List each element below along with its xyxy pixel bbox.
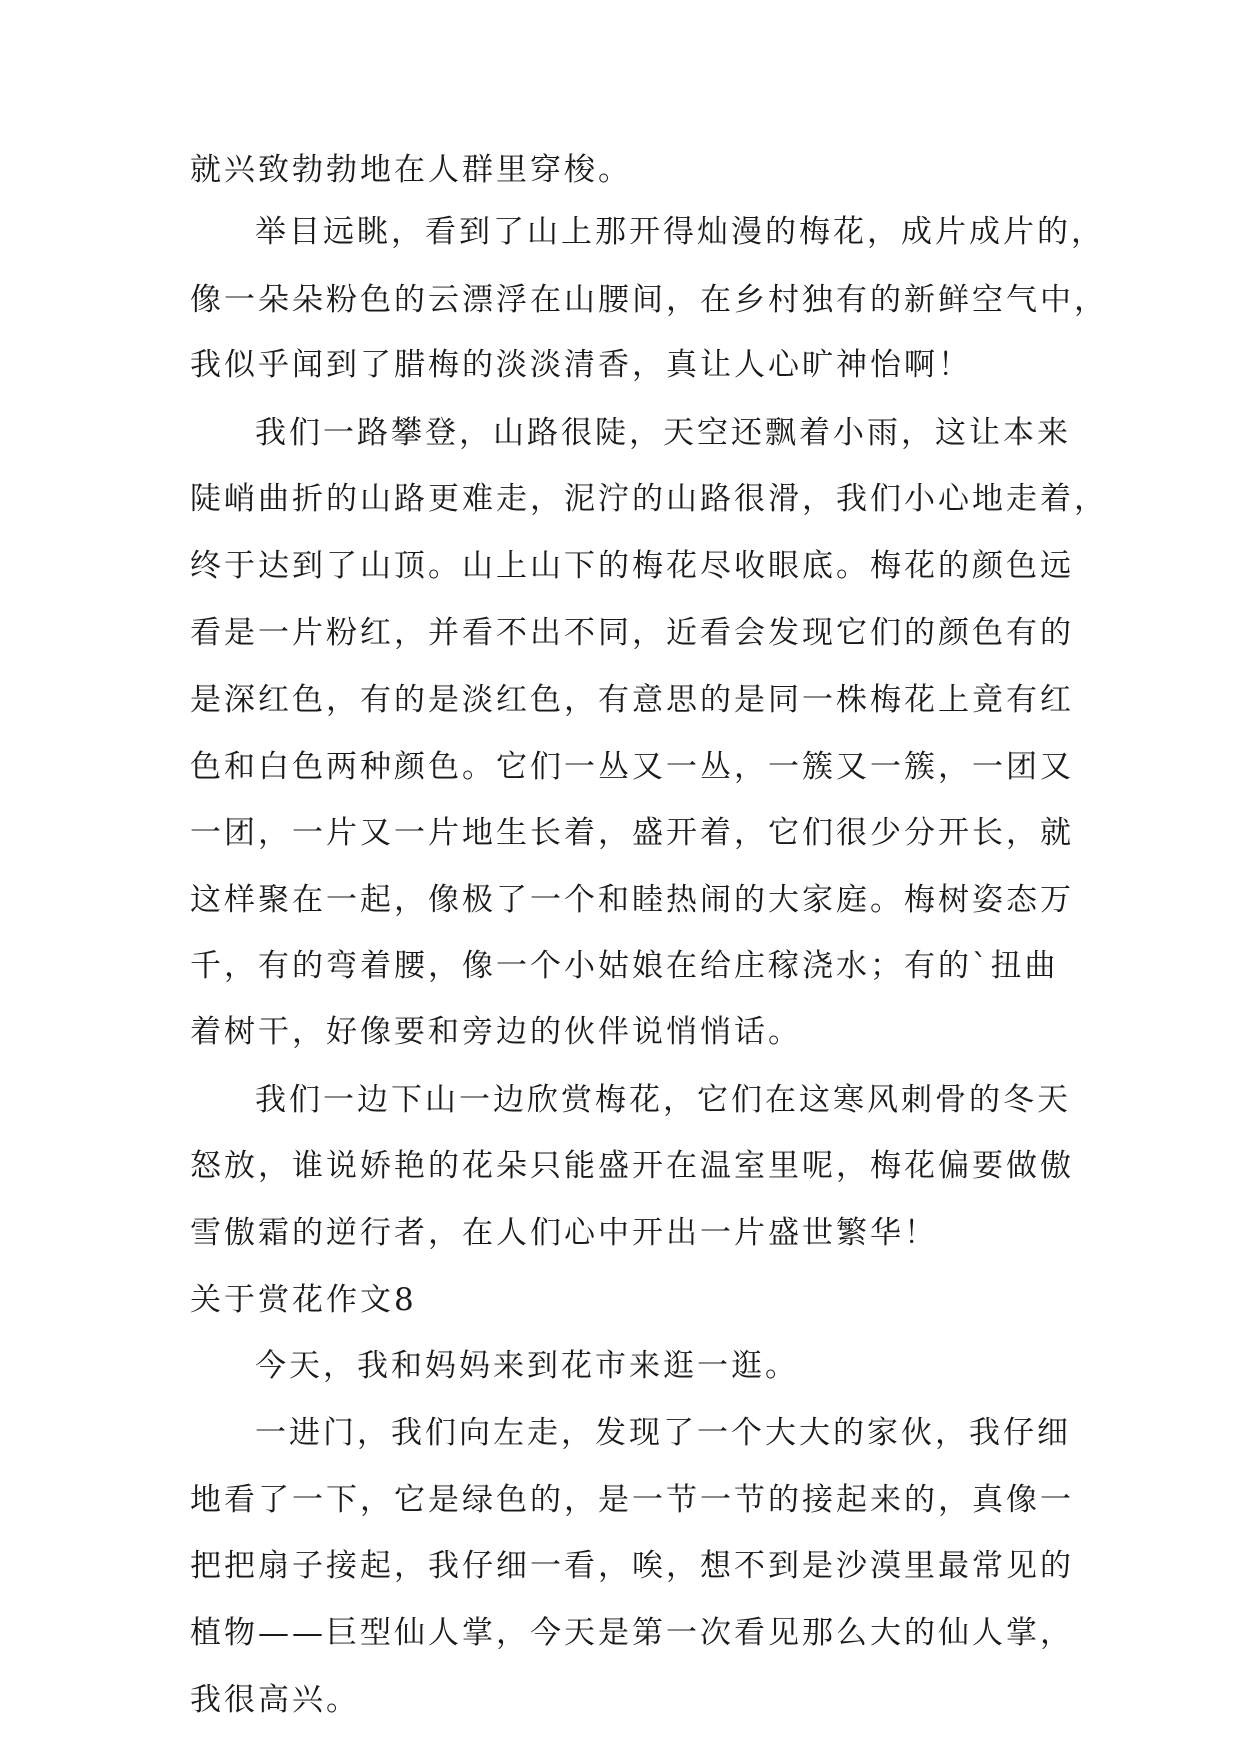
paragraph-line: 我很高兴。 [190,1682,360,1718]
paragraph-line: 一进门，我们向左走，发现了一个大大的家伙，我仔细 [255,1415,1071,1451]
paragraph-line: 就兴致勃勃地在人群里穿梭。 [190,152,632,188]
paragraph-line: 一团，一片又一片地生长着，盛开着，它们很少分开长，就 [190,815,1074,851]
paragraph-line: 把把扇子接起，我仔细一看，唉，想不到是沙漠里最常见的 [190,1548,1074,1584]
paragraph-line: 陡峭曲折的山路更难走，泥泞的山路很滑，我们小心地走着， [190,481,1108,517]
paragraph-line: 地看了一下，它是绿色的，是一节一节的接起来的，真像一 [190,1482,1074,1518]
paragraph-line: 终于达到了山顶。山上山下的梅花尽收眼底。梅花的颜色远 [190,548,1074,584]
paragraph-line: 我似乎闻到了腊梅的淡淡清香，真让人心旷神怡啊！ [190,347,972,383]
paragraph-line: 我们一边下山一边欣赏梅花，它们在这寒风刺骨的冬天 [255,1082,1071,1118]
paragraph-line: 像一朵朵粉色的云漂浮在山腰间，在乡村独有的新鲜空气中， [190,282,1108,318]
paragraph-line: 植物——巨型仙人掌，今天是第一次看见那么大的仙人掌， [190,1615,1074,1651]
paragraph-line: 千，有的弯着腰，像一个小姑娘在给庄稼浇水；有的`扭曲 [190,948,1059,984]
paragraph-line: 色和白色两种颜色。它们一丛又一丛，一簇又一簇，一团又 [190,749,1074,785]
paragraph-line: 怒放，谁说娇艳的花朵只能盛开在温室里呢，梅花偏要做傲 [190,1148,1074,1184]
paragraph-line: 举目远眺，看到了山上那开得灿漫的梅花，成片成片的， [255,214,1105,250]
paragraph-line: 看是一片粉红，并看不出不同，近看会发现它们的颜色有的 [190,615,1074,651]
section-heading: 关于赏花作文8 [190,1282,417,1318]
paragraph-line: 今天，我和妈妈来到花市来逛一逛。 [255,1348,799,1384]
paragraph-line: 是深红色，有的是淡红色，有意思的是同一株梅花上竟有红 [190,682,1074,718]
paragraph-line: 着树干，好像要和旁边的伙伴说悄悄话。 [190,1014,802,1050]
paragraph-line: 雪傲霜的逆行者，在人们心中开出一片盛世繁华！ [190,1215,938,1251]
paragraph-line: 我们一路攀登，山路很陡，天空还飘着小雨，这让本来 [255,415,1071,451]
paragraph-line: 这样聚在一起，像极了一个和睦热闹的大家庭。梅树姿态万 [190,882,1074,918]
